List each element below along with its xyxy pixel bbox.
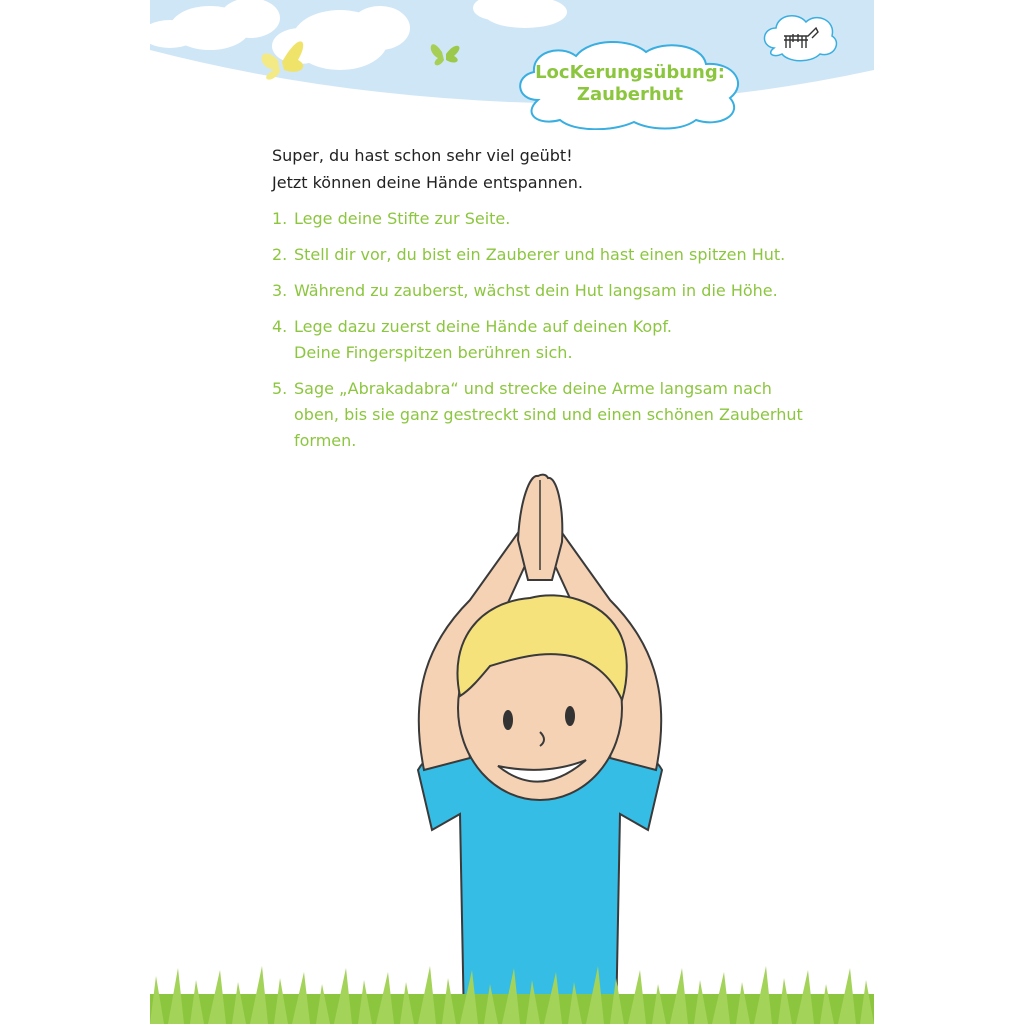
step-item <box>272 278 832 304</box>
step-line: formen. <box>294 431 357 450</box>
step-number: 4. <box>272 317 288 336</box>
step-item <box>272 376 832 454</box>
step-text <box>294 314 832 366</box>
step-line: Lege deine Stifte zur Seite. <box>294 209 511 228</box>
step-item <box>272 242 832 268</box>
step-text <box>294 206 832 232</box>
exercise-title <box>520 62 740 106</box>
step-line: Während zu zauberst, wächst dein Hut langsam in die Höhe. <box>294 281 778 300</box>
step-line: Stell dir vor, du bist ein Zauberer und hast einen spitzen Hut. <box>294 245 786 264</box>
step-line: Sage „Abrakadabra“ und strecke deine Arme langsam nach <box>294 379 772 398</box>
step-number: 2. <box>272 245 288 264</box>
intro-text <box>272 142 832 196</box>
boy-illustration <box>390 470 690 1024</box>
step-line: oben, bis sie ganz gestreckt sind und einen schönen Zauberhut <box>294 405 803 424</box>
step-text <box>294 278 832 304</box>
step-item <box>272 314 832 366</box>
grass-strip <box>150 964 874 1024</box>
intro-line-2: Jetzt können deine Hände entspannen. <box>272 173 583 192</box>
step-number: 1. <box>272 209 288 228</box>
worksheet-page <box>150 0 874 1024</box>
title-line-1: LocKerungsübung: <box>535 62 725 83</box>
step-text <box>294 242 832 268</box>
steps-list <box>272 206 832 464</box>
step-line: Deine Fingerspitzen berühren sich. <box>294 343 573 362</box>
zebra-cloud <box>760 10 840 64</box>
step-number: 5. <box>272 379 288 398</box>
title-line-2: Zauberhut <box>576 84 684 105</box>
step-text <box>294 376 832 454</box>
step-line: Lege dazu zuerst deine Hände auf deinen Kopf. <box>294 317 672 336</box>
step-number: 3. <box>272 281 288 300</box>
intro-line-1: Super, du hast schon sehr viel geübt! <box>272 146 573 165</box>
step-item <box>272 206 832 232</box>
